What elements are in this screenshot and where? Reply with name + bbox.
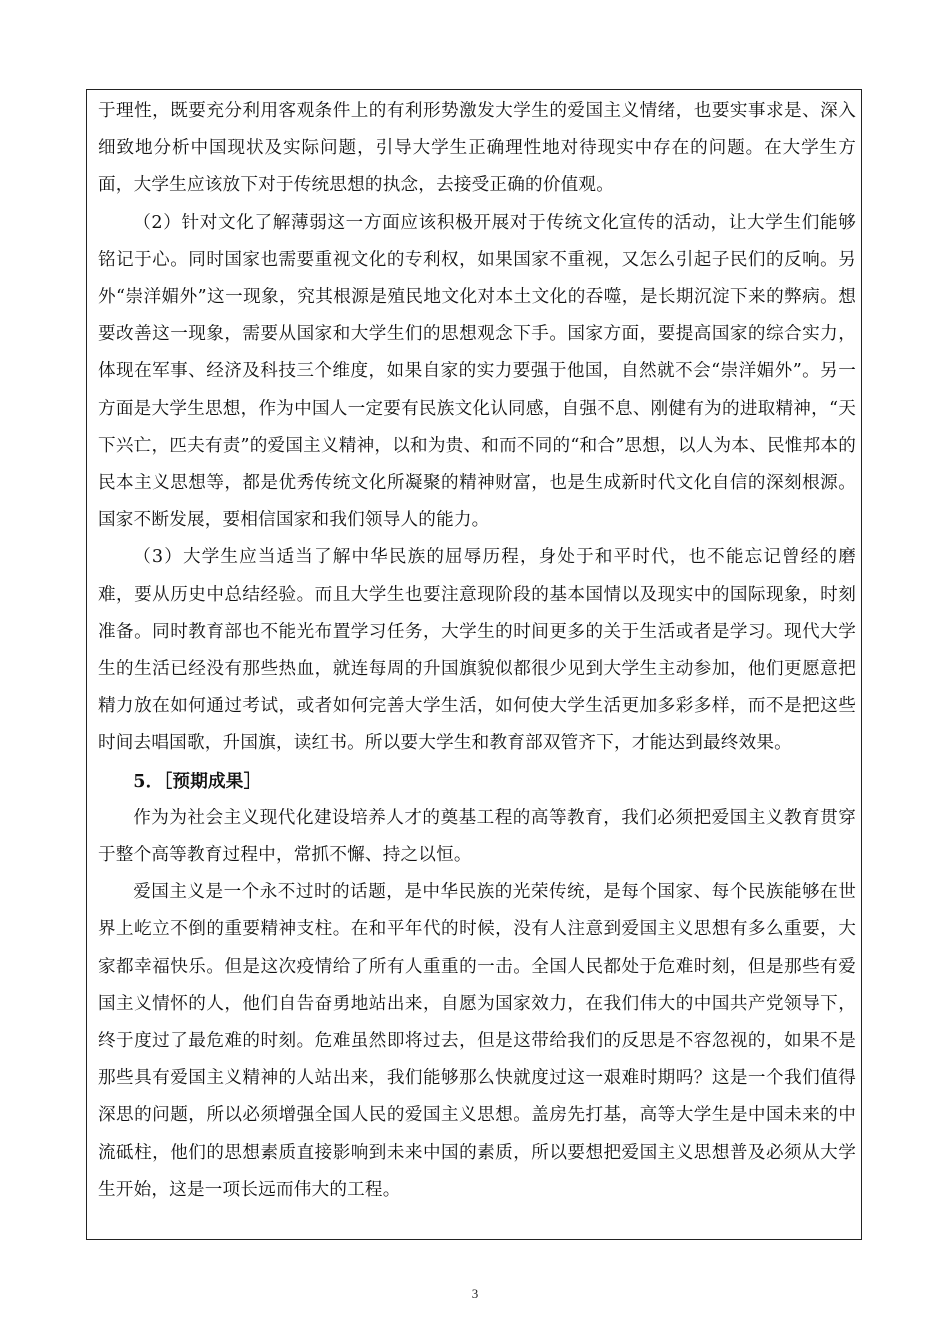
paragraph-continuation: 于理性，既要充分利用客观条件上的有利形势激发大学生的爱国主义情绪，也要实事求是、深入细致地分析中国现状及实际问题，引导大学生正确理性地对待现实中存在的问题。在大学生方面，大学生应该放下对于传统思想的执念，去接受正确的价值观。 bbox=[98, 101, 856, 196]
paragraph-expected-results-2: 爱国主义是一个永不过时的话题，是中华民族的光荣传统，是每个国家、每个民族能够在世界上屹立不倒的重要精神支柱。在和平年代的时候，没有人注意到爱国主义思想有多么重要，大家都幸福快乐。但是这次疫情给了所有人重重的一击。全国人民都处于危难时刻，但是那些有爱国主义情怀的人，他们自告奋勇地站出来，自愿为国家效力，在我们伟大的中国共产党领导下，终于度过了最危难的时刻。危难虽然即将过去，但是这带给我们的反思是不容忽视的，如果不是那些具有爱国主义精神的人站出来，我们能够那么快就度过这一艰难时期吗？这是一个我们值得深思的问题，所以必须增强全国人民的爱国主义思想。盖房先打基，高等大学生是中国未来的中流砥柱，他们的思想素质直接影响到未来中国的素质，所以要想把爱国主义思想普及必须从大学生开始，这是一项长远而伟大的工程。 bbox=[98, 882, 856, 1200]
paragraph-expected-results-1: 作为为社会主义现代化建设培养人才的奠基工程的高等教育，我们必须把爱国主义教育贯穿于整个高等教育过程中，常抓不懈、持之以恒。 bbox=[98, 807, 856, 866]
document-body bbox=[98, 93, 856, 1209]
section-heading-expected-results: 5．［预期成果］ bbox=[133, 770, 262, 792]
paragraph-point-2: （2）针对文化了解薄弱这一方面应该积极开展对于传统文化宣传的活动，让大学生们能够铭记于心。同时国家也需要重视文化的专利权，如果国家不重视，又怎么引起子民们的反响。另外“崇洋媚外”这一现象，究其根源是殖民地文化对本土文化的吞噬，是长期沉淀下来的弊病。想要改善这一现象，需要从国家和大学生们的思想观念下手。国家方面，要提高国家的综合实力，体现在军事、经济及科技三个维度，如果自家的实力要强于他国，自然就不会“崇洋媚外”。另一方面是大学生思想，作为中国人一定要有民族文化认同感，自强不息、刚健有为的进取精神，“天下兴亡，匹夫有责”的爱国主义精神，以和为贵、和而不同的“和合”思想，以人为本、民惟邦本的民本主义思想等，都是优秀传统文化所凝聚的精神财富，也是生成新时代文化自信的深刻根源。国家不断发展，要相信国家和我们领导人的能力。 bbox=[98, 212, 856, 531]
paragraph-point-3: （3）大学生应当适当了解中华民族的屈辱历程，身处于和平时代，也不能忘记曾经的磨难，要从历史中总结经验。而且大学生也要注意现阶段的基本国情以及现实中的国际现象，时刻准备。同时教育部也不能光布置学习任务，大学生的时间更多的关于生活或者是学习。现代大学生的生活已经没有那些热血，就连每周的升国旗貌似都很少见到大学生主动参加，他们更愿意把精力放在如何通过考试，或者如何完善大学生活，如何使大学生活更加多彩多样，而不是把这些时间去唱国歌，升国旗，读红书。所以要大学生和教育部双管齐下，才能达到最终效果。 bbox=[98, 547, 856, 754]
page-number: 3 bbox=[471, 1286, 479, 1301]
